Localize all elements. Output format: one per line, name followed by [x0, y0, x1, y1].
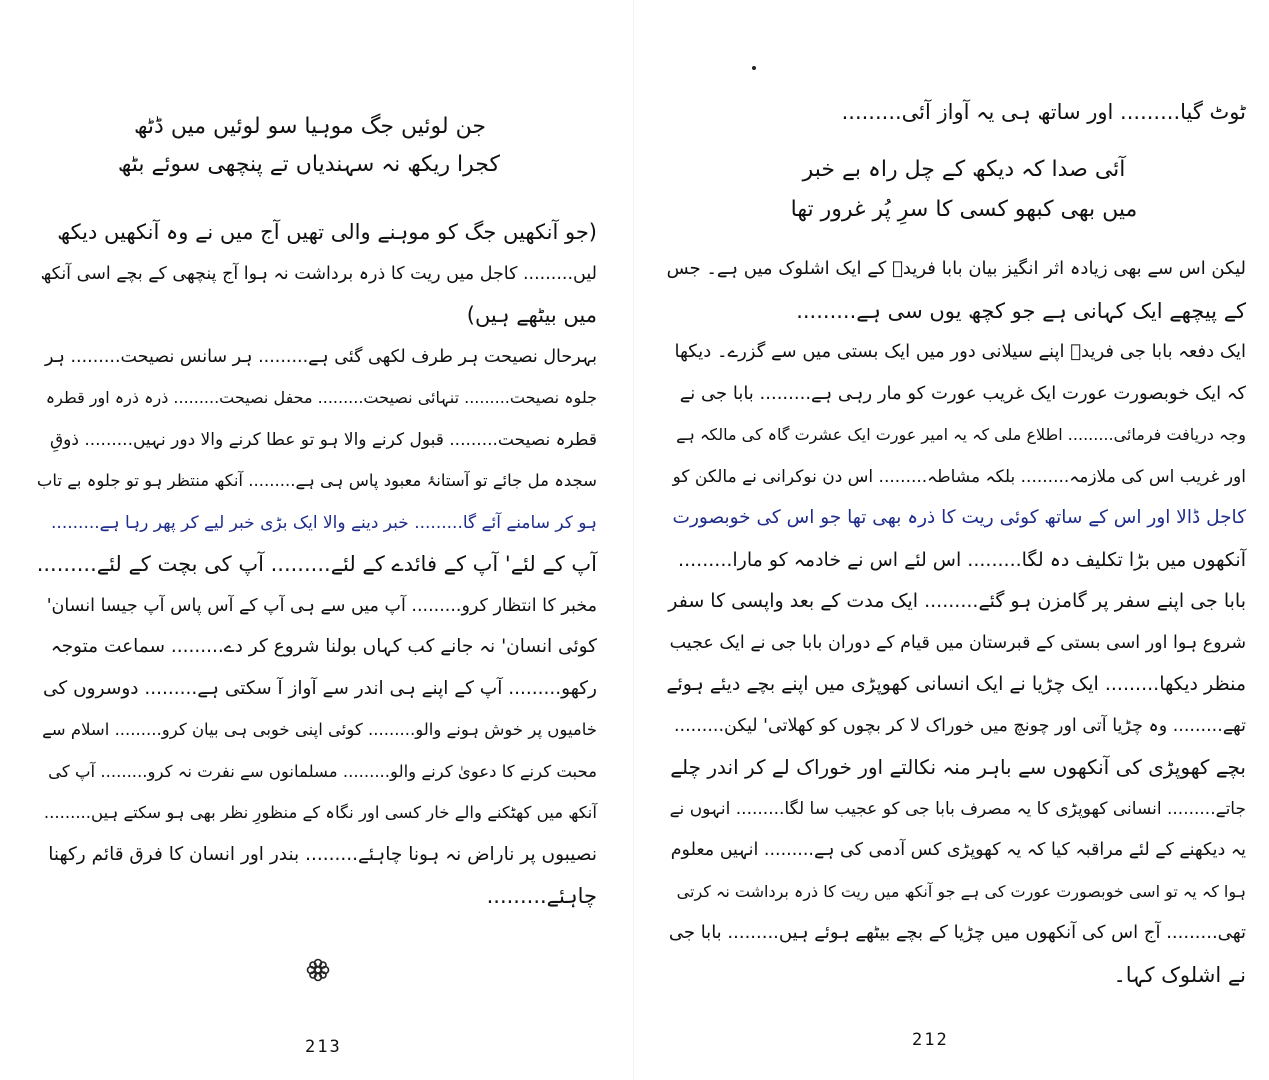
text-line: میں بیٹھے ہیں)	[466, 303, 597, 327]
text-line: آپ کے لئے' آپ کے فائدے کے لئے......... آپ کی بچت کے لئے.........	[36, 552, 597, 576]
text-line: خامیوں پر خوش ہونے والو......... کوئی اپنی خوبی ہی بیان کرو......... اسلام سے	[42, 720, 597, 739]
text-line: لیں......... کاجل میں ریت کا ذرہ برداشت نہ ہوا آج پنچھی کے بچے اسی آنکھ	[40, 263, 597, 284]
text-line: کہ ایک خوبصورت عورت ایک غریب عورت کو مار رہی ہے......... بابا جی نے	[679, 382, 1246, 404]
text-line: ہو کر سامنے آئے گا......... خبر دینے والا ایک بڑی خبر لیے کر پھر رہا ہے.........	[51, 512, 597, 533]
text-line: نے اشلوک کہا۔	[1113, 962, 1246, 987]
text-line: بابا جی اپنے سفر پر گامزن ہو گئے......... ایک مدت کے بعد واپسی کا سفر	[668, 590, 1246, 612]
text-line: تھے......... وہ چڑیا آتی اور چونچ میں خوراک لا کر بچوں کو کھلاتی' لیکن.........	[673, 715, 1246, 736]
text-line: مخبر کا انتظار کرو......... آپ میں سے ہی آپ کے آس پاس آپ جیسا انسان'	[46, 595, 597, 616]
text-line: تھی......... آج اس کی آنکھوں میں چڑیا کے بچے بیٹھے ہوئے ہیں......... بابا جی	[668, 922, 1246, 943]
right-page	[634, 0, 1269, 1080]
text-line: شروع ہوا اور اسی بستی کے قبرستان میں قیام کے دوران بابا جی نے ایک عجیب	[669, 632, 1246, 653]
text-line: محبت کرنے کا دعویٰ کرنے والو......... مسلمانوں سے نفرت نہ کرو......... آپ کی	[48, 761, 597, 781]
text-line: رکھو......... آپ کے اپنے ہی اندر سے آواز آ سکتی ہے......... دوسروں کی	[42, 677, 597, 699]
text-line: بچے کھوپڑی کی آنکھوں سے باہر منہ نکالتے اور خوراک لے کر اندر چلے	[670, 755, 1246, 779]
text-line: اور غریب اس کی ملازمہ......... بلکہ مشاطہ......... اس دن نوکرانی نے مالکن کو	[672, 466, 1246, 487]
verse-line: کجرا ریکھ نہ سہندیاں تے پنچھی سوئے بٹھ	[117, 152, 500, 177]
text-line: چاہئے.........	[486, 884, 597, 908]
text-line: ہوا کہ یہ تو اسی خوبصورت عورت کی ہے جو آنکھ میں ریت کا ذرہ برداشت نہ کرتی	[676, 881, 1246, 901]
text-line: آنکھوں میں بڑا تکلیف دہ لگا......... اس لئے اس نے خادمہ کو مارا.........	[678, 548, 1246, 571]
verse-line: جن لوئیں جگ موہیا سو لوئیں میں ڈٹھ	[134, 114, 486, 139]
text-line: قطرہ نصیحت......... قبول کرنے والا ہو تو عطا کرنے والا دور نہیں......... ذوقِ	[49, 429, 597, 450]
speck	[752, 66, 756, 70]
text-line: لیکن اس سے بھی زیادہ اثر انگیز بیان بابا فریدؒ کے ایک اشلوک میں ہے۔ جس	[666, 258, 1246, 279]
left-page	[0, 0, 634, 1080]
text-line: وجہ دریافت فرمائی......... اطلاع ملی کہ یہ امیر عورت ایک عشرت گاہ کی مالکہ ہے	[676, 425, 1246, 444]
text-line: کوئی انسان' نہ جانے کب کہاں بولنا شروع کر دے......... سماعت متوجہ	[50, 636, 597, 657]
text-line: یہ دیکھنے کے لئے مراقبہ کیا کہ یہ کھوپڑی کس آدمی کی ہے......... انہیں معلوم	[670, 840, 1246, 860]
text-line: بہرحال نصیحت ہر طرف لکھی گئی ہے......... ہر سانس نصیحت......... ہر	[44, 346, 597, 367]
verse-line: آئی صدا کہ دیکھ کے چل راہ بے خبر	[802, 157, 1126, 182]
flower-ornament-icon	[305, 957, 331, 983]
text-line: کے پیچھے ایک کہانی ہے جو کچھ یوں سی ہے.........	[796, 298, 1246, 323]
text-line: جلوہ نصیحت......... تنہائی نصیحت......... محفل نصیحت......... ذرہ ذرہ اور قطرہ	[45, 388, 597, 407]
text-line: کاجل ڈالا اور اس کے ساتھ کوئی ریت کا ذرہ بھی تھا جو اس کی خوبصورت	[672, 507, 1246, 528]
verse-line: میں بھی کبھو کسی کا سرِ پُر غرور تھا	[790, 197, 1138, 222]
text-line: جاتے......... انسانی کھوپڑی کا یہ مصرف بابا جی کو عجیب سا لگا......... انہوں نے	[669, 798, 1246, 819]
text-line: ایک دفعہ بابا جی فریدؒ اپنے سیلانی دور میں ایک بستی میں سے گزرے۔ دیکھا	[674, 341, 1246, 362]
page-number: 213	[305, 1037, 342, 1057]
text-line: ٹوٹ گیا......... اور ساتھ ہی یہ آواز آئی.........	[841, 100, 1246, 124]
text-line: سجدہ مل جائے تو آستانۂ معبود پاس ہی ہے......... آنکھ منتظر ہو تو جلوہ بے تاب	[36, 471, 597, 490]
text-line: آنکھ میں کھٹکنے والے خار کسی اور نگاہ کے منظورِ نظر بھی ہو سکتے ہیں.........	[43, 803, 597, 822]
text-line: منظر دیکھا......... ایک چڑیا نے ایک انسانی کھوپڑی میں اپنے بچے دیئے ہوئے	[666, 673, 1246, 695]
page-number: 212	[912, 1030, 949, 1050]
text-line: (جو آنکھیں جگ کو موہنے والی تھیں آج میں نے وہ آنکھیں دیکھ	[57, 220, 597, 244]
text-line: نصیبوں پر ناراض نہ ہونا چاہئے......... بندر اور انسان کا فرق قائم رکھنا	[48, 843, 597, 865]
